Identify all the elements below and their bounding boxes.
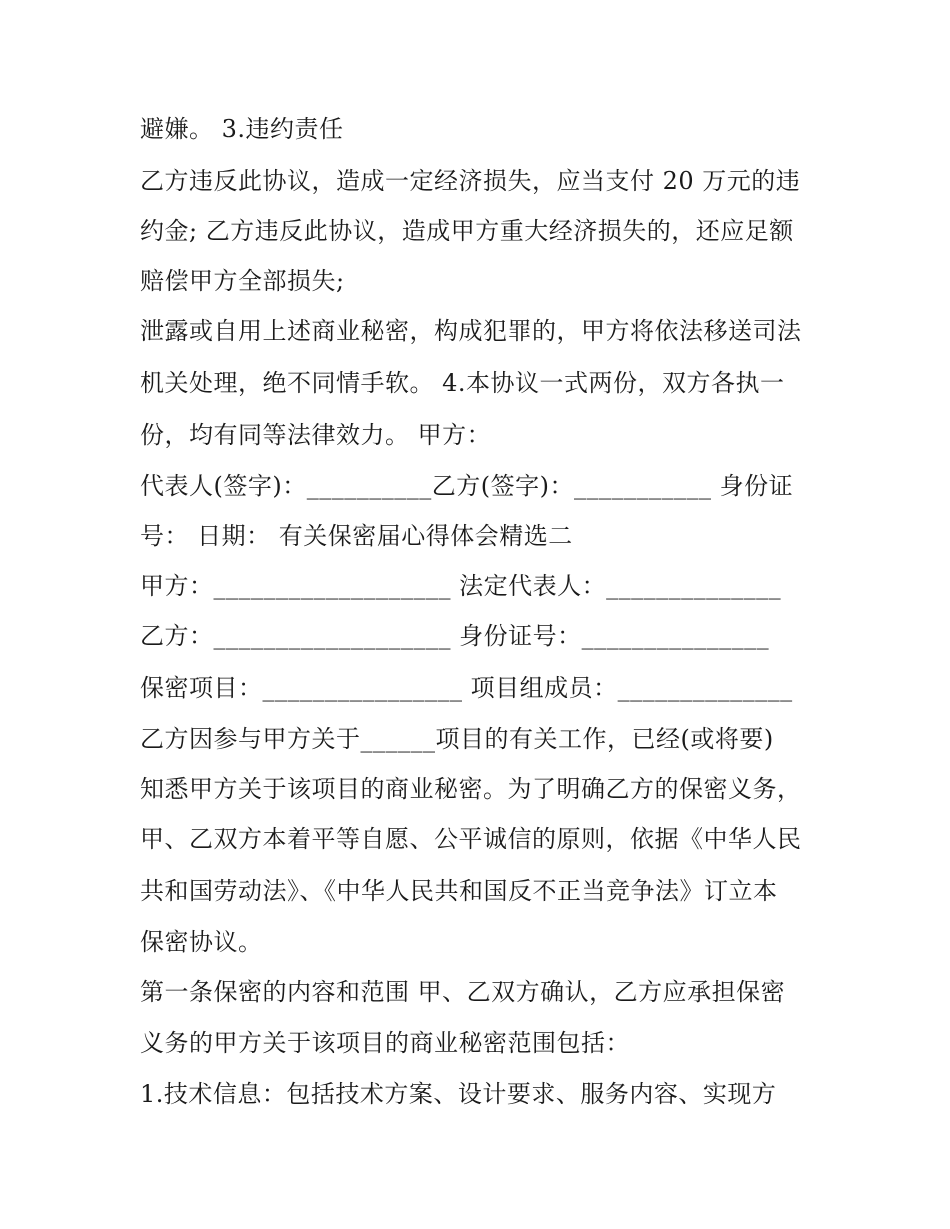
text-line: 保密项目：________________ 项目组成员：______________ xyxy=(140,674,793,702)
text-line: 第一条保密的内容和范围 甲、乙双方确认，乙方应承担保密 xyxy=(140,978,786,1006)
text-line: 代表人(签字)：__________乙方(签字)：___________ 身份证 xyxy=(140,472,794,500)
text-line: 乙方：___________________ 身份证号：_______________ xyxy=(140,622,770,650)
text-line: 机关处理，绝不同情手软。 4.本协议一式两份，双方各执一 xyxy=(140,369,785,397)
text-line: 约金; 乙方违反此协议，造成甲方重大经济损失的，还应足额 xyxy=(140,217,794,245)
text-line: 1.技术信息：包括技术方案、设计要求、服务内容、实现方 xyxy=(140,1080,777,1108)
text-line: 乙方违反此协议，造成一定经济损失，应当支付 20 万元的违 xyxy=(140,167,801,195)
text-line: 号： 日期： 有关保密届心得体会精选二 xyxy=(140,522,573,550)
text-line: 保密协议。 xyxy=(140,928,263,956)
text-line: 份，均有同等法律效力。 甲方： xyxy=(140,421,492,449)
text-line: 共和国劳动法》、《中华人民共和国反不正当竞争法》订立本 xyxy=(140,877,778,905)
text-line: 赔偿甲方全部损失; xyxy=(140,267,345,295)
text-line: 甲、乙双方本着平等自愿、公平诚信的原则，依据《中华人民 xyxy=(140,825,802,853)
text-line: 避嫌。 3.违约责任 xyxy=(140,115,344,143)
text-line: 知悉甲方关于该项目的商业秘密。为了明确乙方的保密义务， xyxy=(140,775,802,803)
text-line: 义务的甲方关于该项目的商业秘密范围包括： xyxy=(140,1029,630,1057)
text-line: 乙方因参与甲方关于______项目的有关工作，已经(或将要) xyxy=(140,725,774,753)
text-line: 甲方：___________________ 法定代表人：______________ xyxy=(140,572,782,600)
text-line: 泄露或自用上述商业秘密，构成犯罪的，甲方将依法移送司法 xyxy=(140,317,802,345)
